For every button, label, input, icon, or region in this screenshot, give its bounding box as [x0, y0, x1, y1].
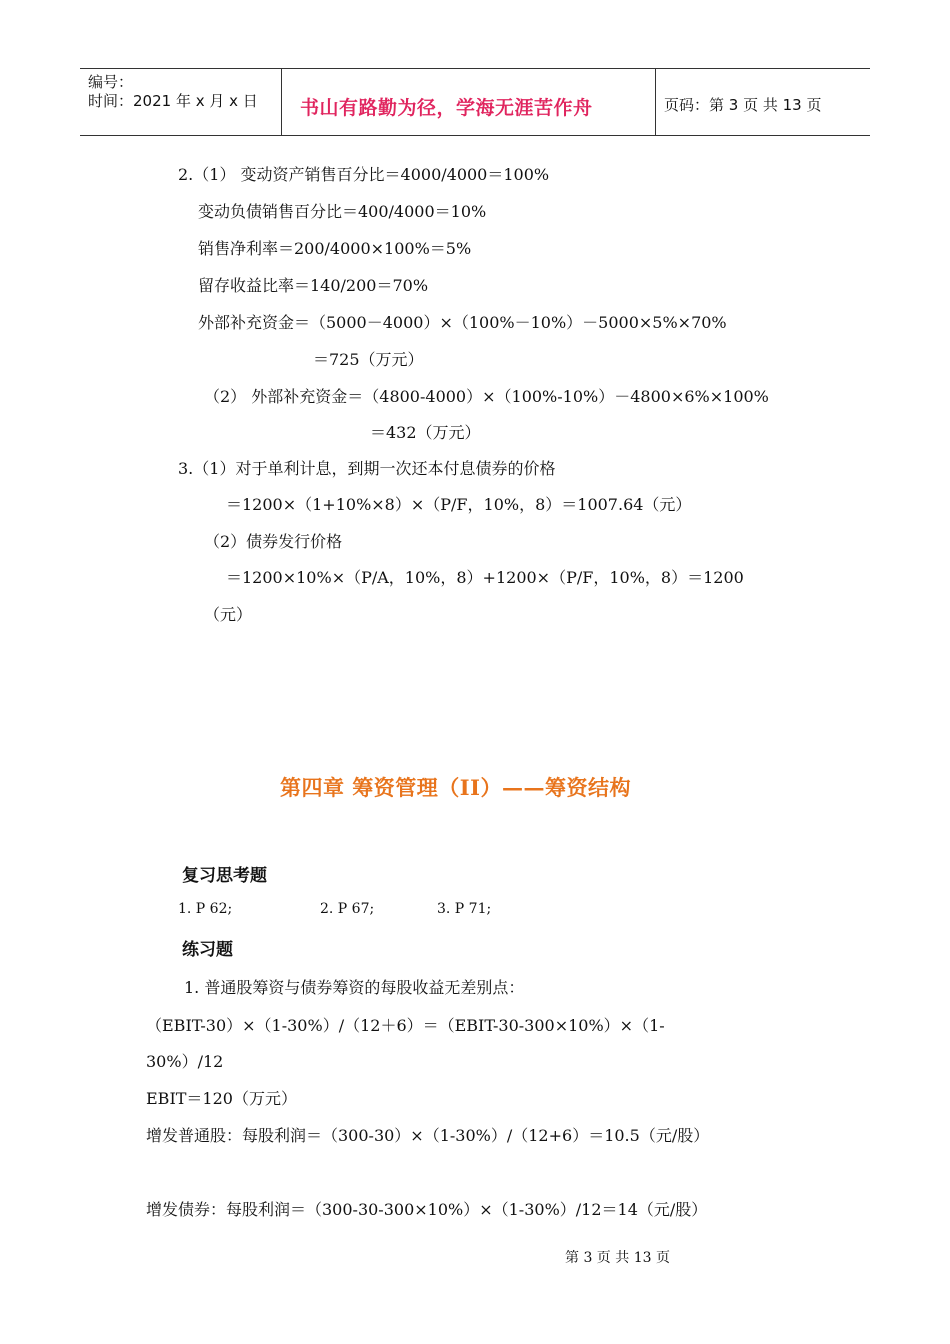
- review-heading: 复习思考题: [182, 866, 267, 886]
- chapter-title: 第四章 筹资管理（II）——筹资结构: [280, 775, 631, 800]
- exercise-heading: 练习题: [182, 940, 233, 960]
- exercise-line-3: 30%）/12: [146, 1052, 224, 1071]
- line-external-funding: 外部补充资金＝（5000－4000）×（100%－10%）－5000×5%×70%: [198, 313, 727, 332]
- line-2-1: 2.（1） 变动资产销售百分比＝4000/4000＝100%: [178, 165, 550, 184]
- header-motto: 书山有路勤为径，学海无涯苦作舟: [300, 97, 593, 119]
- line-2-2: （2） 外部补充资金＝（4800-4000）×（100%-10%）－4800×6%×100%: [204, 387, 769, 406]
- header-page-label: 页码：第 3 页 共 13 页: [664, 96, 822, 114]
- serial-label: 编号：: [88, 73, 134, 91]
- exercise-line-4: EBIT＝120（万元）: [146, 1089, 297, 1108]
- header-top-border: [80, 68, 870, 69]
- review-ref-1: 1. P 62;: [178, 901, 233, 917]
- footer-page-number: 第 3 页 共 13 页: [565, 1250, 670, 1266]
- line-net-margin: 销售净利率＝200/4000×100%＝5%: [198, 239, 472, 258]
- exercise-line-5: 增发普通股：每股利润＝（300-30）×（1-30%）/（12+6）＝10.5（元/股）: [146, 1126, 710, 1145]
- line-yuan: （元）: [204, 605, 253, 624]
- line-external-result-2: ＝432（万元）: [370, 423, 481, 442]
- line-variable-liability: 变动负债销售百分比＝400/4000＝10%: [198, 202, 487, 221]
- exercise-line-2: （EBIT-30）×（1-30%）/（12＋6）＝（EBIT-30-300×10%）×（1-: [146, 1016, 665, 1035]
- line-3-1: 3.（1）对于单利计息，到期一次还本付息债券的价格: [178, 459, 556, 478]
- line-bond-price-2: ＝1200×10%×（P/A，10%，8）+1200×（P/F，10%，8）＝1200: [226, 568, 744, 587]
- line-retention: 留存收益比率＝140/200＝70%: [198, 276, 429, 295]
- header-divider-right: [655, 69, 656, 135]
- line-bond-price-1: ＝1200×（1+10%×8）×（P/F，10%，8）＝1007.64（元）: [226, 495, 692, 514]
- review-ref-2: 2. P 67;: [320, 901, 375, 917]
- line-3-2: （2）债券发行价格: [204, 532, 343, 551]
- header-divider-left: [281, 69, 282, 135]
- exercise-line-6: 增发债券：每股利润＝（300-30-300×10%）×（1-30%）/12＝14（元/股）: [146, 1200, 708, 1219]
- exercise-line-1: 1. 普通股筹资与债券筹资的每股收益无差别点：: [184, 978, 525, 997]
- header-bottom-border: [80, 135, 870, 136]
- time-label: 时间：2021 年 x 月 x 日: [88, 92, 258, 110]
- line-external-result-1: ＝725（万元）: [313, 350, 424, 369]
- review-ref-3: 3. P 71;: [437, 901, 492, 917]
